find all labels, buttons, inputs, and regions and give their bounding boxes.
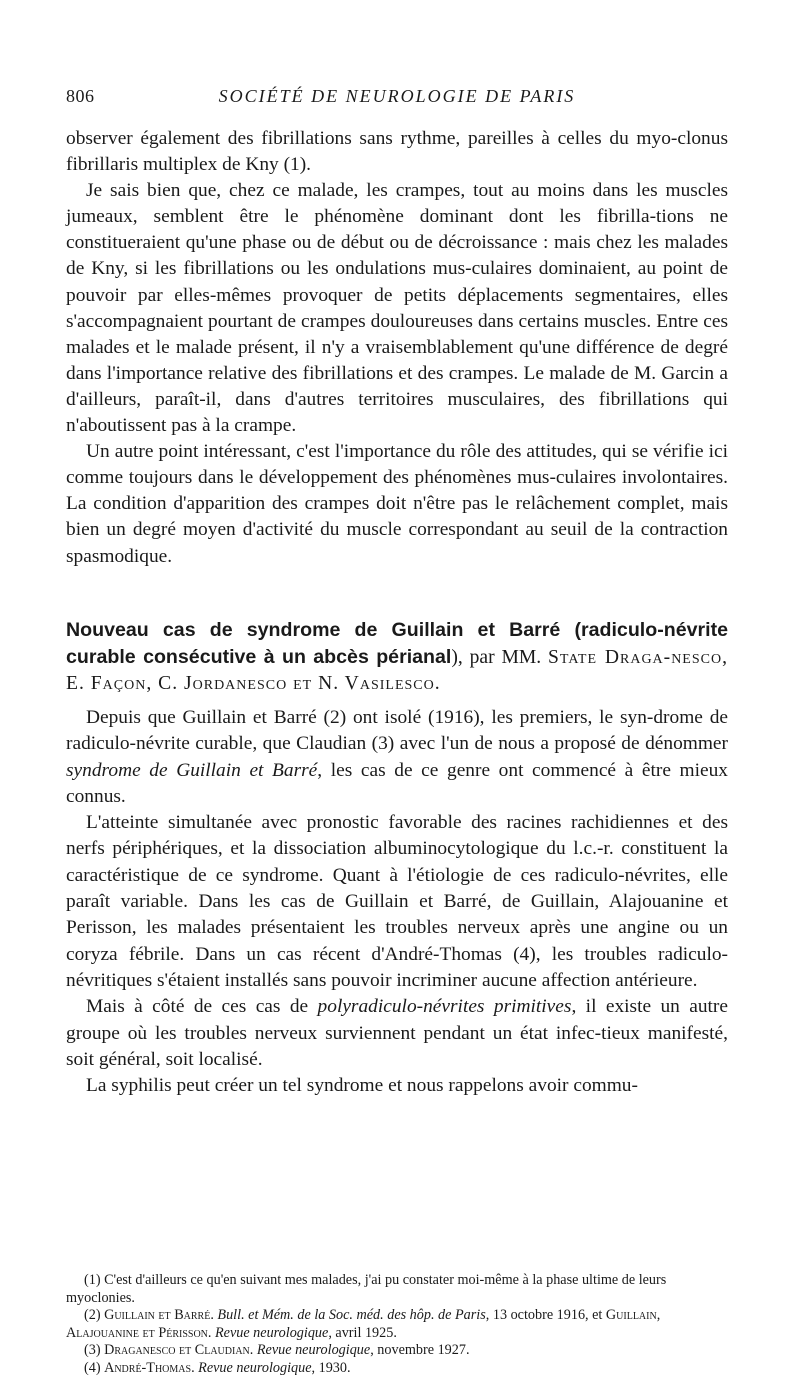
footnote-source: Revue neurologique (198, 1359, 312, 1376)
footnote-3 (66, 1342, 728, 1360)
footnote-source: Bull. et Mém. de la Soc. méd. des hôp. de Paris (217, 1307, 486, 1324)
paragraph: Un autre point intéressant, c'est l'importance du rôle des attitudes, qui se vérifie ici comme toujours dans le développement des phénomènes mus-culaires involontaires. La condition d'apparition des crampes doit n'être pas le relâchement complet, mais bien un degré moyen d'activité du muscle correspondant au seuil de la contraction spasmodique. (66, 441, 728, 567)
text-run: , 1930. (311, 1359, 351, 1376)
paragraph (66, 994, 728, 1073)
text-run: Mais à côté de ces cas de (86, 996, 318, 1018)
text-run: , avril 1925. (328, 1324, 397, 1341)
text-run: , 13 octobre 1916, et (485, 1307, 606, 1324)
footnote-number: (3) (84, 1342, 105, 1359)
footnote-number: (2) (84, 1307, 105, 1324)
paragraph: Je sais bien que, chez ce malade, les crampes, tout au moins dans les muscles jumeaux, semblent être le phénomène dominant dont les fibrilla-tions ne constitueraient qu'une phase ou de début ou de décroissance : mais chez les malades de Kny, si les fibrillations ou les ondulations mus-culaires dominaient, au point de pouvoir par elles-mêmes provoquer de petits déplacements segmentaires, elles s'accompagnaient pourtant de crampes douloureuses dans certains muscles. Entre ces malades et le malade présent, il n'y a vraisemblablement qu'une différence de degré dans l'importance relative des fibrillations et des crampes. Le malade de M. Garcin a d'ailleurs, paraît-il, dans d'autres territoires musculaires, des fibrillations qui n'aboutissent pas à la crampe. (66, 180, 728, 437)
footnote-authors: André-Thomas. (104, 1359, 195, 1376)
text-run-italic: syndrome de Guillain et Barré (66, 759, 318, 781)
paragraph: observer également des fibrillations sans rythme, pareilles à celles du myo-clonus fibrillaris multiplex de Kny (1). (66, 128, 728, 176)
footnote-4 (66, 1360, 728, 1378)
paragraph: La syphilis peut créer un tel syndrome et nous rappelons avoir commu- (86, 1075, 638, 1097)
text-run: , novembre 1927. (370, 1342, 470, 1359)
running-head: SOCIÉTÉ DE NEUROLOGIE DE PARIS (218, 86, 576, 106)
text-run: , il existe un autre groupe où les troubles nerveux surviennent pendant un état infec-tieux manifesté, soit général, soit localisé. (66, 996, 728, 1070)
footnotes (66, 1272, 728, 1378)
footnote-number: (4) (84, 1359, 105, 1376)
text-run-italic: polyradiculo-névrites primitives (317, 996, 572, 1018)
text-run: Depuis que Guillain et Barré (2) ont isolé (1916), les premiers, le syn-drome de radiculo-névrite curable, que Claudian (3) avec l'un de nous a proposé de dénommer (66, 707, 728, 755)
page-number: 806 (66, 86, 95, 106)
footnote-1: (1) C'est d'ailleurs ce qu'en suivant mes malades, j'ai pu constater moi-même à la phase ultime de leurs myoclonies. (66, 1272, 667, 1306)
footnote-authors: Guillain et Barré. (104, 1307, 214, 1324)
text-run: , les cas de ce genre ont commencé à être mieux connus. (66, 759, 728, 807)
article-title-close: ), par MM. (451, 647, 549, 668)
footnote-authors: Draganesco et Claudian. (104, 1342, 254, 1359)
article-authors: State Draga-nesco, E. Façon, C. Jordanesco et N. Vasilesco. (66, 647, 728, 694)
footnote-source: Revue neurologique (256, 1342, 371, 1359)
footnote-source: Revue neurologique (214, 1324, 329, 1341)
page-header (66, 86, 728, 114)
footnote-2 (66, 1307, 728, 1342)
article-heading (66, 617, 728, 697)
article-body (66, 705, 728, 1099)
previous-article-text (66, 126, 728, 570)
article-title: Nouveau cas de syndrome de Guillain et Barré (radiculo-névrite curable consécutive à un abcès périanal (66, 619, 728, 668)
paragraph (66, 705, 728, 810)
footnote-authors: Guillain, Alajouanine et Périsson. (66, 1307, 661, 1341)
paragraph: L'atteinte simultanée avec pronostic favorable des racines rachidiennes et des nerfs périphériques, et la dissociation albuminocytologique du l.c.-r. constituent la caractéristique de ce syndrome. Quant à l'étiologie de ces radiculo-névrites, elle paraît variable. Dans les cas de Guillain et Barré, de Guillain, Alajouanine et Perisson, les malades présentaient les troubles nerveux après une angine ou un coryza fébrile. Dans un cas récent d'André-Thomas (4), les troubles radiculo-névritiques s'étaient installés sans pouvoir incriminer aucune affection antérieure. (66, 812, 728, 991)
